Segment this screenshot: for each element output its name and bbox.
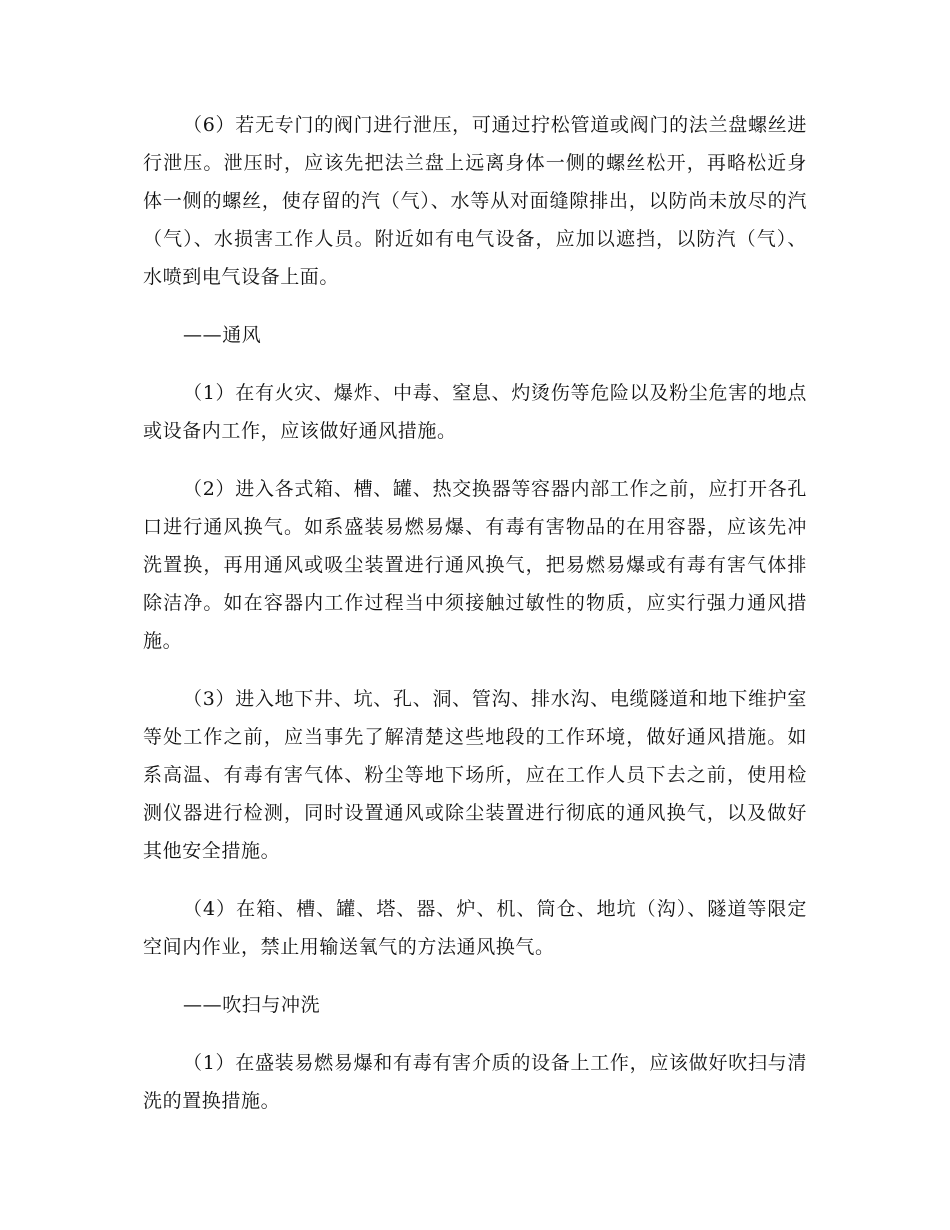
paragraph-ventilation-1: （1）在有火灾、爆炸、中毒、窒息、灼烫伤等危险以及粉尘危害的地点或设备内工作，应该做好通风措施。 [143,382,807,442]
section-heading-purge-and-flush: ——吹扫与冲洗 [183,994,321,1016]
paragraph-ventilation-2: （2）进入各式箱、槽、罐、热交换器等容器内部工作之前，应打开各孔口进行通风换气。如系盛装易燃易爆、有毒有害物品的在用容器，应该先冲洗置换，再用通风或吸尘装置进行通风换气，把易燃易爆或有毒有害气体排除洁净。如在容器内工作过程当中须接触过敏性的物质，应实行强力通风措施。 [143,478,807,652]
paragraph-ventilation-3: （3）进入地下井、坑、孔、洞、管沟、排水沟、电缆隧道和地下维护室等处工作之前，应当事先了解清楚这些地段的工作环境，做好通风措施。如系高温、有毒有害气体、粉尘等地下场所，应在工作人员下去之前，使用检测仪器进行检测，同时设置通风或除尘装置进行彻底的通风换气，以及做好其他安全措施。 [143,688,807,862]
paragraph-pressure-relief-6: （6）若无专门的阀门进行泄压，可通过拧松管道或阀门的法兰盘螺丝进行泄压。泄压时，应该先把法兰盘上远离身体一侧的螺丝松开，再略松近身体一侧的螺丝，使存留的汽（气）、水等从对面缝隙排出，以防尚未放尽的汽（气）、水损害工作人员。附近如有电气设备，应加以遮挡，以防汽（气）、水喷到电气设备上面。 [143,114,807,288]
section-heading-ventilation: ——通风 [183,324,262,346]
paragraph-purge-1: （1）在盛装易燃易爆和有毒有害介质的设备上工作，应该做好吹扫与清洗的置换措施。 [143,1052,807,1112]
paragraph-ventilation-4: （4）在箱、槽、罐、塔、器、炉、机、筒仓、地坑（沟）、隧道等限定空间内作业，禁止用输送氧气的方法通风换气。 [143,898,807,958]
document-body [143,106,807,1140]
